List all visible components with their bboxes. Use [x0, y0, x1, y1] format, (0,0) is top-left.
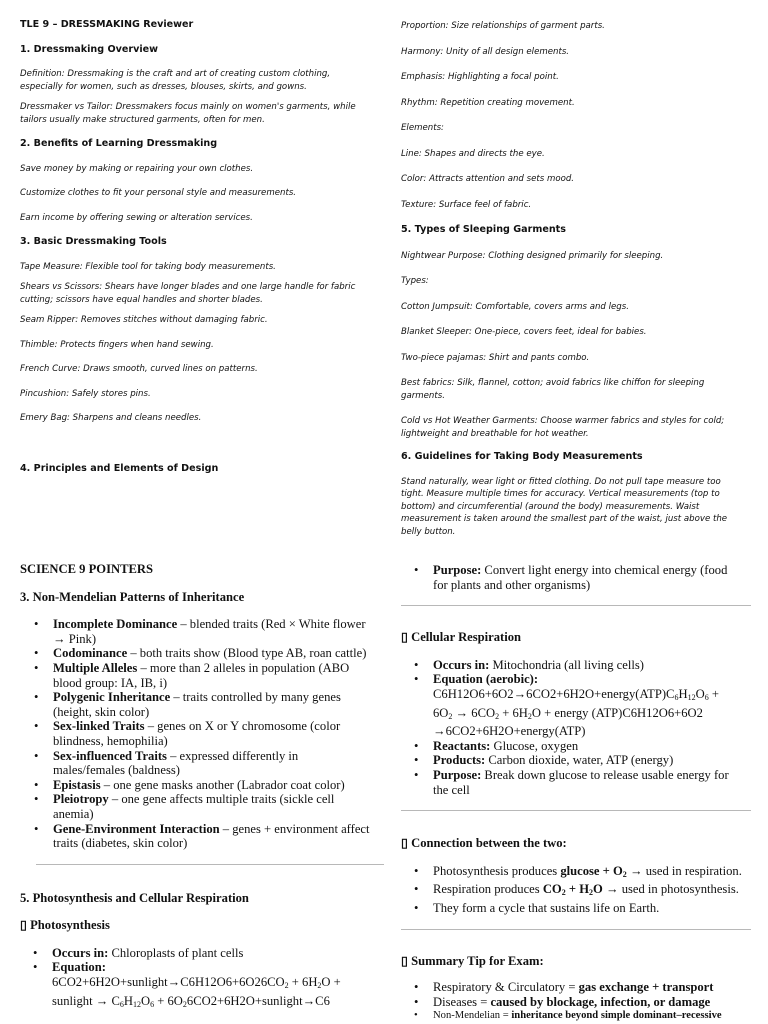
tool-item: Emery Bag: Sharpens and cleans needles. — [20, 413, 202, 423]
principle-item: Line: Shapes and directs the eye. — [401, 148, 545, 159]
list-item: • Polygenic Inheritance – traits controlled by many genes (height, skin color) — [53, 690, 370, 719]
list-item: • Multiple Alleles – more than 2 alleles in population (ABO blood group: IA, IB, i) — [53, 661, 370, 690]
section-heading: 5. Types of Sleeping Garments — [401, 224, 566, 235]
sleeping-item: Types: — [401, 276, 429, 286]
photosynthesis-list — [20, 946, 386, 1012]
subsection-heading: ▯ Connection between the two: — [401, 836, 567, 851]
section-heading: 4. Principles and Elements of Design — [20, 462, 219, 474]
section-heading: 6. Guidelines for Taking Body Measurements — [401, 451, 643, 462]
missing-glyph-icon: ▯ — [401, 953, 408, 968]
sleeping-item: Cold vs Hot Weather Garments: Choose warmer fabrics and styles for cold; lightweight and breathable for hot weather. — [401, 416, 725, 439]
list-item: • Sex-influenced Traits – expressed differently in males/females (baldness) — [53, 749, 370, 778]
missing-glyph-icon: ▯ — [401, 630, 408, 645]
list-item: • Pleiotropy – one gene affects multiple traits (sickle cell anemia) — [53, 792, 370, 821]
principle-item: Proportion: Size relationships of garment parts. — [401, 21, 605, 31]
definition-text: Definition: Dressmaking is the craft and art of creating custom clothing, especially for women, such as dresses, blouses, skirts, and gowns. — [20, 69, 331, 92]
principle-item: Emphasis: Highlighting a focal point. — [401, 72, 559, 82]
principle-item: Harmony: Unity of all design elements. — [401, 46, 570, 57]
list-item: • Reactants: Glucose, oxygen — [433, 739, 745, 754]
tool-item: Pincushion: Safely stores pins. — [20, 388, 151, 399]
divider — [401, 605, 751, 606]
list-item: • They form a cycle that sustains life on Earth. — [433, 901, 751, 916]
tle-title: TLE 9 – DRESSMAKING Reviewer — [20, 19, 194, 30]
list-item: • Respiration produces $CO_2 + H_2O$ → used in photosynthesis. — [433, 882, 751, 901]
subsection-heading: ▯ Summary Tip for Exam: — [401, 953, 544, 968]
sleeping-item: Cotton Jumpsuit: Comfortable, covers arms and legs. — [401, 301, 629, 312]
list-item: • Occurs in: Chloroplasts of plant cells — [52, 946, 366, 961]
list-item: • Codominance – both traits show (Blood type AB, roan cattle) — [53, 646, 370, 661]
list-item: • Sex-linked Traits – genes on X or Y chromosome (color blindness, hemophilia) — [53, 719, 370, 748]
principle-item: Texture: Surface feel of fabric. — [401, 199, 532, 210]
science-left-column — [20, 562, 386, 1012]
sleeping-item: Nightwear Purpose: Clothing designed primarily for sleeping. — [401, 250, 664, 261]
tool-item: Thimble: Protects fingers when hand sewing. — [20, 339, 214, 350]
principle-item: Color: Attracts attention and sets mood. — [401, 174, 575, 184]
missing-glyph-icon: ▯ — [401, 836, 408, 851]
benefit-item: Save money by making or repairing your own clothes. — [20, 163, 254, 174]
principle-item: Rhythm: Repetition creating movement. — [401, 97, 575, 108]
tool-item: Seam Ripper: Removes stitches without damaging fabric. — [20, 315, 268, 325]
tool-item: Tape Measure: Flexible tool for taking body measurements. — [20, 261, 276, 272]
inheritance-list — [20, 617, 386, 851]
sleeping-item: Blanket Sleeper: One-piece, covers feet, ideal for babies. — [401, 327, 647, 337]
list-item: • Equation (aerobic): $C6H12O6+6O2\to 6CO2+6H2O+energy(ATP)C_6H_{12}O_6$ + $6O_2 \to 6CO_2 + 6H_2O$ + energy (ATP)C6H12O6+6O2 →6CO2+6H2O+energy(ATP) — [433, 672, 745, 738]
subsection-heading: ▯ Photosynthesis — [20, 918, 110, 933]
divider — [36, 864, 384, 865]
guidelines-text: Stand naturally, wear light or fitted clothing. Do not pull tape measure too tight. Measure multiple times for accuracy. Vertical measurements (top to bottom) and circumferential (around the body) measurements. Waist measurement is taken around the smallest part of the waist, just above the belly button. — [401, 476, 728, 537]
section-heading: 5. Photosynthesis and Cellular Respiration — [20, 890, 249, 905]
list-item: • Respiratory & Circulatory = gas exchange + transport — [433, 980, 751, 995]
dressmaker-vs-tailor-text: Dressmaker vs Tailor: Dressmakers focus mainly on women's garments, while tailors usually make structured garments, often for men. — [20, 102, 356, 125]
science-right-column — [401, 563, 751, 1024]
benefit-item: Customize clothes to fit your personal style and measurements. — [20, 188, 297, 198]
section-heading: 2. Benefits of Learning Dressmaking — [20, 138, 218, 149]
list-item: • Epistasis – one gene masks another (Labrador coat color) — [53, 778, 370, 793]
list-item: • Equation: $6CO2+6H2O+sunlight\to C6H12O6+6O26CO_2 + 6H_2O$ + sunlight → $C_6H_{12}O_6$ + $6O_26CO2+6H2O+sunlight\to C6$ — [52, 960, 366, 1012]
sleeping-item: Best fabrics: Silk, flannel, cotton; avoid fabrics like chiffon for sleeping garments. — [401, 378, 705, 401]
tle-right-column — [401, 20, 736, 538]
section-heading: 3. Basic Dressmaking Tools — [20, 236, 167, 247]
tip-list — [401, 980, 751, 1024]
section-heading: 1. Dressmaking Overview — [20, 43, 159, 55]
tool-item: Shears vs Scissors: Shears have longer blades and one large handle for fabric cutting; scissors have equal handles and shorter blades. — [20, 282, 356, 305]
list-item: • Occurs in: Mitochondria (all living cells) — [433, 658, 745, 673]
tool-item: French Curve: Draws smooth, curved lines on patterns. — [20, 364, 258, 374]
principle-item: Elements: — [401, 123, 444, 133]
respiration-list — [401, 658, 751, 797]
list-item: • Purpose: Convert light energy into chemical energy (food for plants and other organisms) — [433, 563, 741, 592]
divider — [401, 810, 751, 811]
benefit-item: Earn income by offering sewing or alteration services. — [20, 212, 253, 223]
list-item: • Photosynthesis produces $glucose + O_2$ → used in respiration. — [433, 864, 751, 883]
photosynthesis-purpose-list — [401, 563, 751, 592]
tle-left-column — [20, 19, 370, 475]
list-item: • Incomplete Dominance – blended traits (Red × White flower → Pink) — [53, 617, 370, 646]
science-title: SCIENCE 9 POINTERS — [20, 562, 153, 576]
connection-list — [401, 864, 751, 916]
list-item: • Diseases = caused by blockage, infection, or damage — [433, 995, 751, 1010]
list-item: • Products: Carbon dioxide, water, ATP (energy) — [433, 753, 745, 768]
missing-glyph-icon: ▯ — [20, 918, 27, 933]
list-item: • Non-Mendelian = inheritance beyond simple dominant–recessive — [433, 1009, 751, 1024]
list-item: • Gene-Environment Interaction – genes + environment affect traits (diabetes, skin color) — [53, 822, 370, 851]
subsection-heading: ▯ Cellular Respiration — [401, 630, 522, 645]
divider — [401, 929, 751, 930]
sleeping-item: Two-piece pajamas: Shirt and pants combo. — [401, 352, 590, 363]
list-item: • Purpose: Break down glucose to release usable energy for the cell — [433, 768, 745, 797]
section-heading: 3. Non-Mendelian Patterns of Inheritance — [20, 589, 245, 604]
